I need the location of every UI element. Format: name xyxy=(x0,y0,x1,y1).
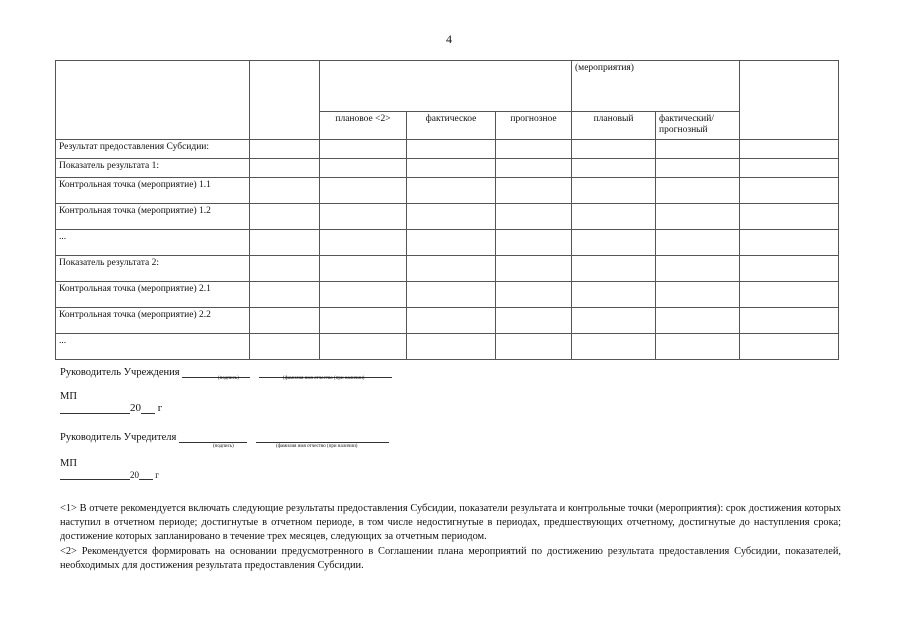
table-row xyxy=(56,204,839,230)
col-header-forecast-value: прогнозное xyxy=(496,112,572,140)
sign-hint: (подпись) xyxy=(218,376,239,381)
row-label: ... xyxy=(56,334,250,360)
head-founder-signature xyxy=(60,432,389,443)
col-header-actual-term: фактический/ прогнозный xyxy=(656,112,740,140)
row-label: Контрольная точка (мероприятие) 2.1 xyxy=(56,282,250,308)
name-hint: (фамилия имя отчество (при наличии) xyxy=(276,444,358,449)
row-label: Контрольная точка (мероприятие) 1.2 xyxy=(56,204,250,230)
report-table xyxy=(55,60,839,360)
date-g: г xyxy=(155,470,159,480)
table-row xyxy=(56,308,839,334)
signature-line[interactable] xyxy=(182,377,250,378)
table-row xyxy=(56,159,839,178)
row-label: Контрольная точка (мероприятие) 2.2 xyxy=(56,308,250,334)
row-label: Контрольная точка (мероприятие) 1.1 xyxy=(56,178,250,204)
header-cell-event: (мероприятия) xyxy=(572,61,740,112)
table-row xyxy=(56,178,839,204)
stamp-place: МП xyxy=(60,391,77,402)
header-cell-empty xyxy=(250,61,320,140)
head-institution-label: Руководитель Учреждения xyxy=(60,367,180,378)
signature-line[interactable] xyxy=(179,442,247,443)
date-year-line[interactable] xyxy=(141,413,155,414)
table-row xyxy=(56,230,839,256)
name-hint: (фамилия имя отчество (при наличии) xyxy=(283,376,365,381)
date-line xyxy=(60,402,162,414)
row-label: ... xyxy=(56,230,250,256)
table-row xyxy=(56,334,839,360)
table-row xyxy=(56,282,839,308)
row-label: Результат предоставления Субсидии: xyxy=(56,140,250,159)
date-year-line[interactable] xyxy=(139,479,153,480)
page-number: 4 xyxy=(446,32,452,46)
name-line[interactable] xyxy=(256,442,389,443)
date-day-line[interactable] xyxy=(60,413,130,414)
row-label: Показатель результата 1: xyxy=(56,159,250,178)
footnotes xyxy=(60,502,841,573)
header-cell-empty xyxy=(740,61,839,140)
table-row xyxy=(56,256,839,282)
row-label: Показатель результата 2: xyxy=(56,256,250,282)
date-day-line[interactable] xyxy=(60,479,130,480)
sign-hint: (подпись) xyxy=(213,444,234,449)
date-line xyxy=(60,470,159,480)
header-row-top xyxy=(56,61,839,112)
date-year: 20 xyxy=(130,470,139,480)
date-year: 20 xyxy=(130,402,141,414)
col-header-planned-term: плановый xyxy=(572,112,656,140)
table-row xyxy=(56,140,839,159)
stamp-place: МП xyxy=(60,458,77,469)
head-founder-label: Руководитель Учредителя xyxy=(60,432,177,443)
footnote-1: <1> В отчете рекомендуется включать следующие результаты предоставления Субсидии, показатели результата и контрольные точки (мероприятия): срок достижения которых наступил в отчетном периоде; достигнутые в отчетном периоде, в том числе недостигнутые в периодах, предшествующих отчетному, достигнутые до наступления срока; достижение которых запланировано в течение трех месяцев, следующих за отчетным периодом. xyxy=(60,503,841,543)
col-header-actual-value: фактическое xyxy=(407,112,496,140)
header-cell-values xyxy=(320,61,572,112)
date-g: г xyxy=(157,402,163,414)
header-cell-empty xyxy=(56,61,250,140)
footnote-2: <2> Рекомендуется формировать на основании предусмотренного в Соглашении плана мероприятий по достижению результата предоставления Субсидии, показателей, необходимых для достижения результата предоставления Субсидии. xyxy=(60,545,841,571)
col-header-planned-value: плановое <2> xyxy=(320,112,407,140)
